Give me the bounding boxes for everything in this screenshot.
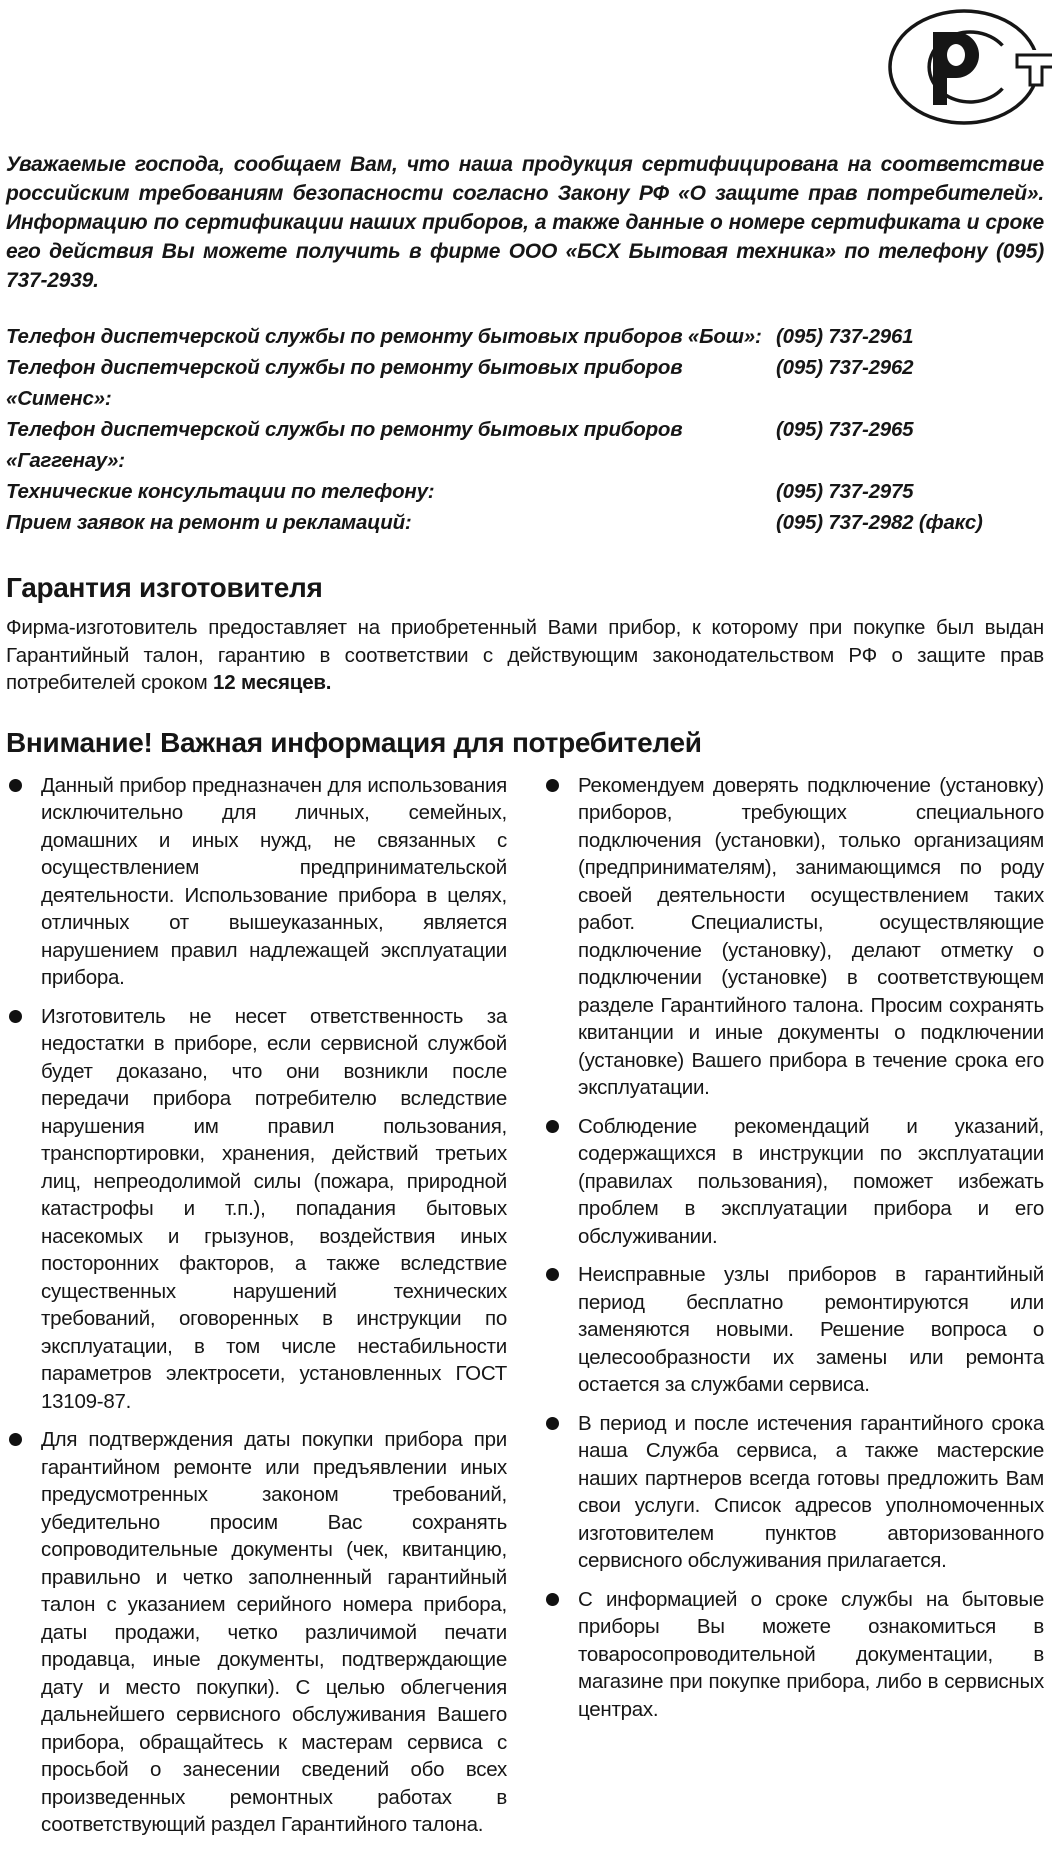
bullet-item [6, 1426, 507, 1839]
warranty-paragraph [6, 614, 1044, 697]
bullet-text: В период и после истечения гарантийного срока наша Служба сервиса, а также мастерские наших партнеров всегда готовы предложить Вам свои услуги. Список адресов уполномоченных изготовителем пунктов авторизованного сервисного обслуживания прилагается. [578, 1411, 1044, 1572]
warranty-section-title: Гарантия изготовителя [6, 572, 323, 603]
phone-number: (095) 737-2962 [776, 356, 914, 379]
bullet-text: Неисправные узлы приборов в гарантийный период бесплатно ремонтируются или заменяются новыми. Решение вопроса о целесообразности их замены или ремонта остается за службами сервиса. [578, 1263, 1044, 1396]
attention-columns [6, 772, 1044, 1850]
bullet-text: Данный прибор предназначен для использования исключительно для личных, семейных, домашних и иных нужд, не связанных с осуществлением предпринимательской деятельности. Использование прибора в целях, отличных от вышеуказанных, является нарушением правил надлежащей эксплуатации прибора. [41, 773, 507, 989]
bullet-text: С информацией о сроке службы на бытовые приборы Вы можете ознакомиться в товаросопроводительной документации, в магазине при покупке прибора, либо в сервисных центрах. [578, 1587, 1044, 1721]
bullet-dot-icon [546, 1593, 559, 1606]
phone-number: (095) 737-2965 [776, 418, 914, 441]
bullet-text: Изготовитель не несет ответственность за недостатки в приборе, если сервисной службой будет доказано, что они возникли после передачи прибора потребителю вследствие нарушения им правил пользования, транспортировки, хранения, действий третьих лиц, непреодолимой силы (пожара, природной катастрофы и т.п.), попадания бытовых насекомых и грызунов, воздействия иных посторонних факторов, а также вследствие существенных нарушений технических требований, оговоренных в инструкции по эксплуатации, в том числе нестабильности параметров электросети, установленных ГОСТ 13109-87. [41, 1004, 507, 1413]
phone-number: (095) 737-2982 (факс) [776, 511, 983, 534]
bullet-dot-icon [546, 779, 559, 792]
warranty-text: Фирма-изготовитель предоставляет на приобретенный Вами прибор, к которому при покупке был выдан Гарантийный талон, гарантию в соответствии с действующим законодательством РФ о защите прав потребителей сроком [6, 616, 1044, 694]
bullet-dot-icon [9, 1433, 22, 1446]
bullet-item [543, 1410, 1044, 1575]
bullet-dot-icon [546, 1120, 559, 1133]
phone-label: Телефон диспетчерской службы по ремонту бытовых приборов «Бош»: [6, 325, 762, 348]
bullet-dot-icon [9, 1010, 22, 1023]
bullet-text: Рекомендуем доверять подключение (установку) приборов, требующих специального подключения (установки), только организациям (предпринимателям), занимающимся по роду своей деятельности осуществлением таких работ. Специалисты, осуществляющие подключение (установку), делают отметку о подключении (установке) в соответствующем разделе Гарантийного талона. Просим сохранять квитанции и иные документы о подключении (установке) Вашего прибора в течение срока его эксплуатации. [578, 773, 1044, 1099]
phone-row [6, 476, 1044, 507]
certification-paragraph: Уважаемые господа, сообщаем Вам, что наша продукция сертифицирована на соответствие российским требованиям безопасности согласно Закону РФ «О защите прав потребителей». Информацию по сертификации наших приборов, а также данные о номере сертификата и сроке его действия Вы можете получить в фирме ООО «БСХ Бытовая техника» по телефону (095) 737-2939. [6, 153, 1044, 292]
phone-number: (095) 737-2975 [776, 480, 914, 503]
bullet-dot-icon [9, 779, 22, 792]
bullet-item [543, 1586, 1044, 1724]
phone-row [6, 321, 1044, 352]
phone-label: Прием заявок на ремонт и рекламаций: [6, 511, 412, 534]
attention-right-column [543, 772, 1044, 1850]
bullet-item [543, 1261, 1044, 1399]
bullet-item [543, 772, 1044, 1102]
phone-number: (095) 737-2961 [776, 325, 914, 348]
warranty-term-bold: 12 месяцев. [213, 671, 332, 694]
attention-section-title: Внимание! Важная информация для потребителей [6, 726, 702, 758]
bullet-item [543, 1113, 1044, 1251]
bullet-dot-icon [546, 1268, 559, 1281]
bullet-text: Для подтверждения даты покупки прибора при гарантийном ремонте или предъявлении иных предусмотренных законом требований, убедительно просим Вас сохранять сопроводительные документы (чек, квитанцию, правильно и четко заполненный гарантийный талон с указанием серийного номера прибора, даты продажи, четко различимой печати продавца, иные документы, подтверждающие дату и место покупки). С целью облегчения дальнейшего сервисного обслуживания Вашего прибора, обращайтесь к мастерам сервиса с просьбой о занесении сведений обо всех произведенных ремонтных работах в соответствующий раздел Гарантийного талона. [41, 1428, 507, 1836]
phone-label: Технические консультации по телефону: [6, 480, 435, 503]
phone-row [6, 507, 1044, 538]
attention-left-column [6, 772, 507, 1850]
bullet-text: Соблюдение рекомендаций и указаний, содержащихся в инструкции по эксплуатации (правилах пользования), поможет избежать проблем в эксплуатации прибора и его обслуживании. [578, 1114, 1044, 1248]
bullet-item [6, 772, 507, 992]
phone-row [6, 414, 1044, 476]
bullet-dot-icon [546, 1417, 559, 1430]
rostest-certification-mark-icon [886, 6, 1052, 130]
phone-label: Телефон диспетчерской службы по ремонту бытовых приборов «Гаггенау»: [6, 418, 683, 472]
phone-directory [6, 321, 1044, 538]
bullet-item [6, 1003, 507, 1416]
phone-row [6, 352, 1044, 414]
phone-label: Телефон диспетчерской службы по ремонту бытовых приборов «Сименс»: [6, 356, 683, 410]
